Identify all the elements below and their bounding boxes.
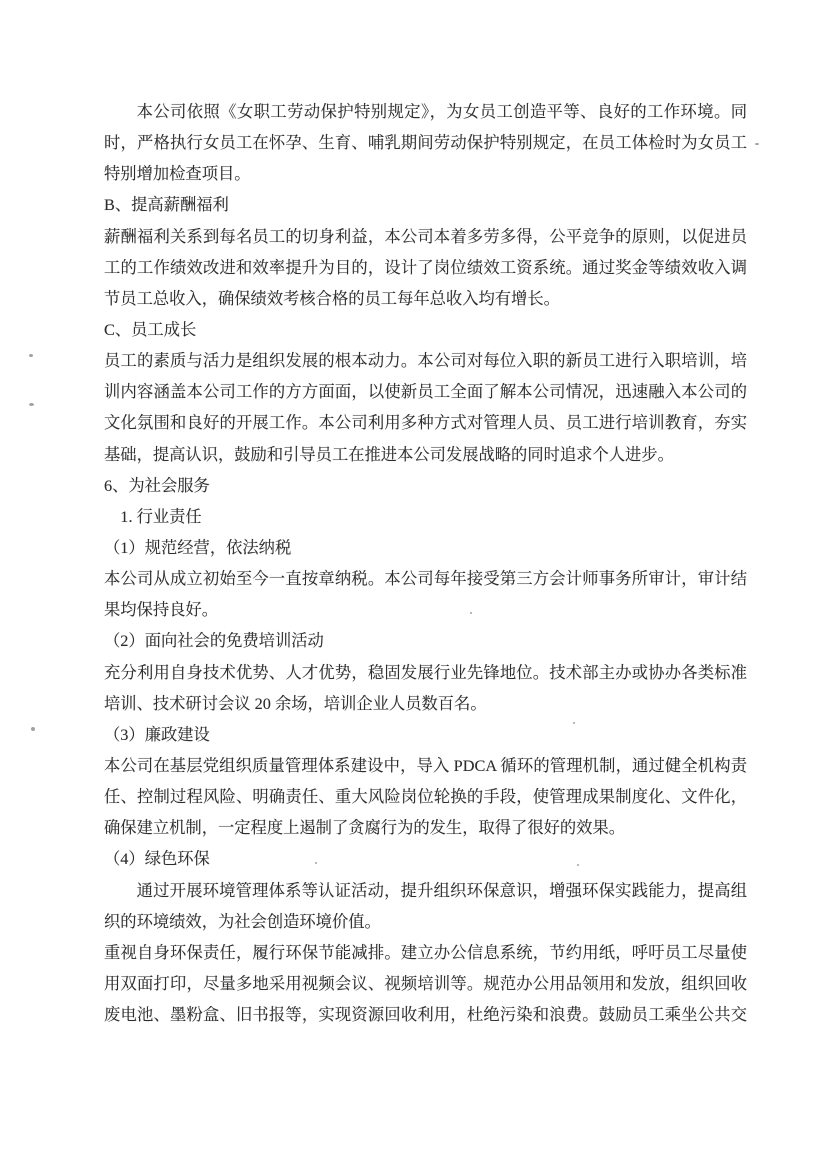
text-line-22: 本公司在基层党组织质量管理体系建设中，导入 PDCA 循环的管理机制，通过健全机构责 xyxy=(104,755,747,775)
scan-speck-4 xyxy=(755,143,759,145)
text-line-2: 时，严格执行女员工在怀孕、生育、哺乳期间劳动保护特别规定，在员工体检时为女员工 xyxy=(104,133,747,153)
text-line-8: C、员工成长 xyxy=(104,319,197,339)
scan-speck-6 xyxy=(573,722,575,724)
text-line-23: 任、控制过程风险、明确责任、重大风险岗位轮换的手段，使管理成果制度化、文件化， xyxy=(104,787,747,807)
scan-speck-3 xyxy=(31,727,35,731)
text-line-3: 特别增加检查项目。 xyxy=(104,164,251,184)
scan-speck-8 xyxy=(577,864,579,866)
scan-speck-7 xyxy=(315,862,317,864)
text-line-25: （4）绿色环保 xyxy=(104,849,210,869)
text-line-9: 员工的素质与活力是组织发展的根本动力。本公司对每位入职的新员工进行入职培训，培 xyxy=(104,351,747,371)
text-line-14: 1. 行业责任 xyxy=(120,506,202,526)
text-line-18: （2）面向社会的免费培训活动 xyxy=(104,631,324,651)
text-line-26: 通过开展环境管理体系等认证活动，提升组织环保意识，增强环保实践能力，提高组 xyxy=(136,880,747,900)
scan-speck-2 xyxy=(29,403,34,406)
text-line-28: 重视自身环保责任，履行环保节能减排。建立办公信息系统，节约用纸，呼吁员工尽量使 xyxy=(104,942,747,962)
document-text-block xyxy=(104,96,747,1030)
text-line-19: 充分利用自身技术优势、人才优势，稳固发展行业先锋地位。技术部主办或协办各类标准 xyxy=(104,662,747,682)
text-line-6: 工的工作绩效改进和效率提升为目的，设计了岗位绩效工资系统。通过奖金等绩效收入调 xyxy=(104,257,747,277)
text-line-27: 织的环境绩效，为社会创造环境价值。 xyxy=(104,911,381,931)
text-line-20: 培训、技术研讨会议 20 余场，培训企业人员数百名。 xyxy=(104,693,487,713)
text-line-17: 果均保持良好。 xyxy=(104,600,218,620)
text-line-1: 本公司依照《女职工劳动保护特别规定》，为女员工创造平等、良好的工作环境。同 xyxy=(136,102,747,121)
text-line-7: 节员工总收入，确保绩效考核合格的员工每年总收入均有增长。 xyxy=(104,288,560,308)
text-line-11: 文化氛围和良好的开展工作。本公司利用多种方式对管理人员、员工进行培训教育，夯实 xyxy=(104,413,747,433)
scan-speck-5 xyxy=(470,612,472,614)
text-line-29: 用双面打印，尽量多地采用视频会议、视频培训等。规范办公用品领用和发放，组织回收 xyxy=(104,973,747,993)
text-line-13: 6、为社会服务 xyxy=(104,475,210,495)
scan-speck-1 xyxy=(29,354,33,357)
text-line-24: 确保建立机制，一定程度上遏制了贪腐行为的发生，取得了很好的效果。 xyxy=(104,818,626,838)
text-line-4: B、提高薪酬福利 xyxy=(104,195,229,215)
text-line-21: （3）廉政建设 xyxy=(104,724,210,744)
text-line-30: 废电池、墨粉盒、旧书报等，实现资源回收利用，杜绝污染和浪费。鼓励员工乘坐公共交 xyxy=(104,1005,747,1025)
text-line-15: （1）规范经营，依法纳税 xyxy=(104,537,292,557)
text-line-16: 本公司从成立初始至今一直按章纳税。本公司每年接受第三方会计师事务所审计，审计结 xyxy=(104,569,747,589)
text-line-5: 薪酬福利关系到每名员工的切身利益，本公司本着多劳多得，公平竞争的原则，以促进员 xyxy=(104,226,747,246)
text-line-12: 基础，提高认识，鼓励和引导员工在推进本公司发展战略的同时追求个人进步。 xyxy=(104,444,674,464)
text-line-10: 训内容涵盖本公司工作的方方面面，以使新员工全面了解本公司情况，迅速融入本公司的 xyxy=(104,382,747,402)
